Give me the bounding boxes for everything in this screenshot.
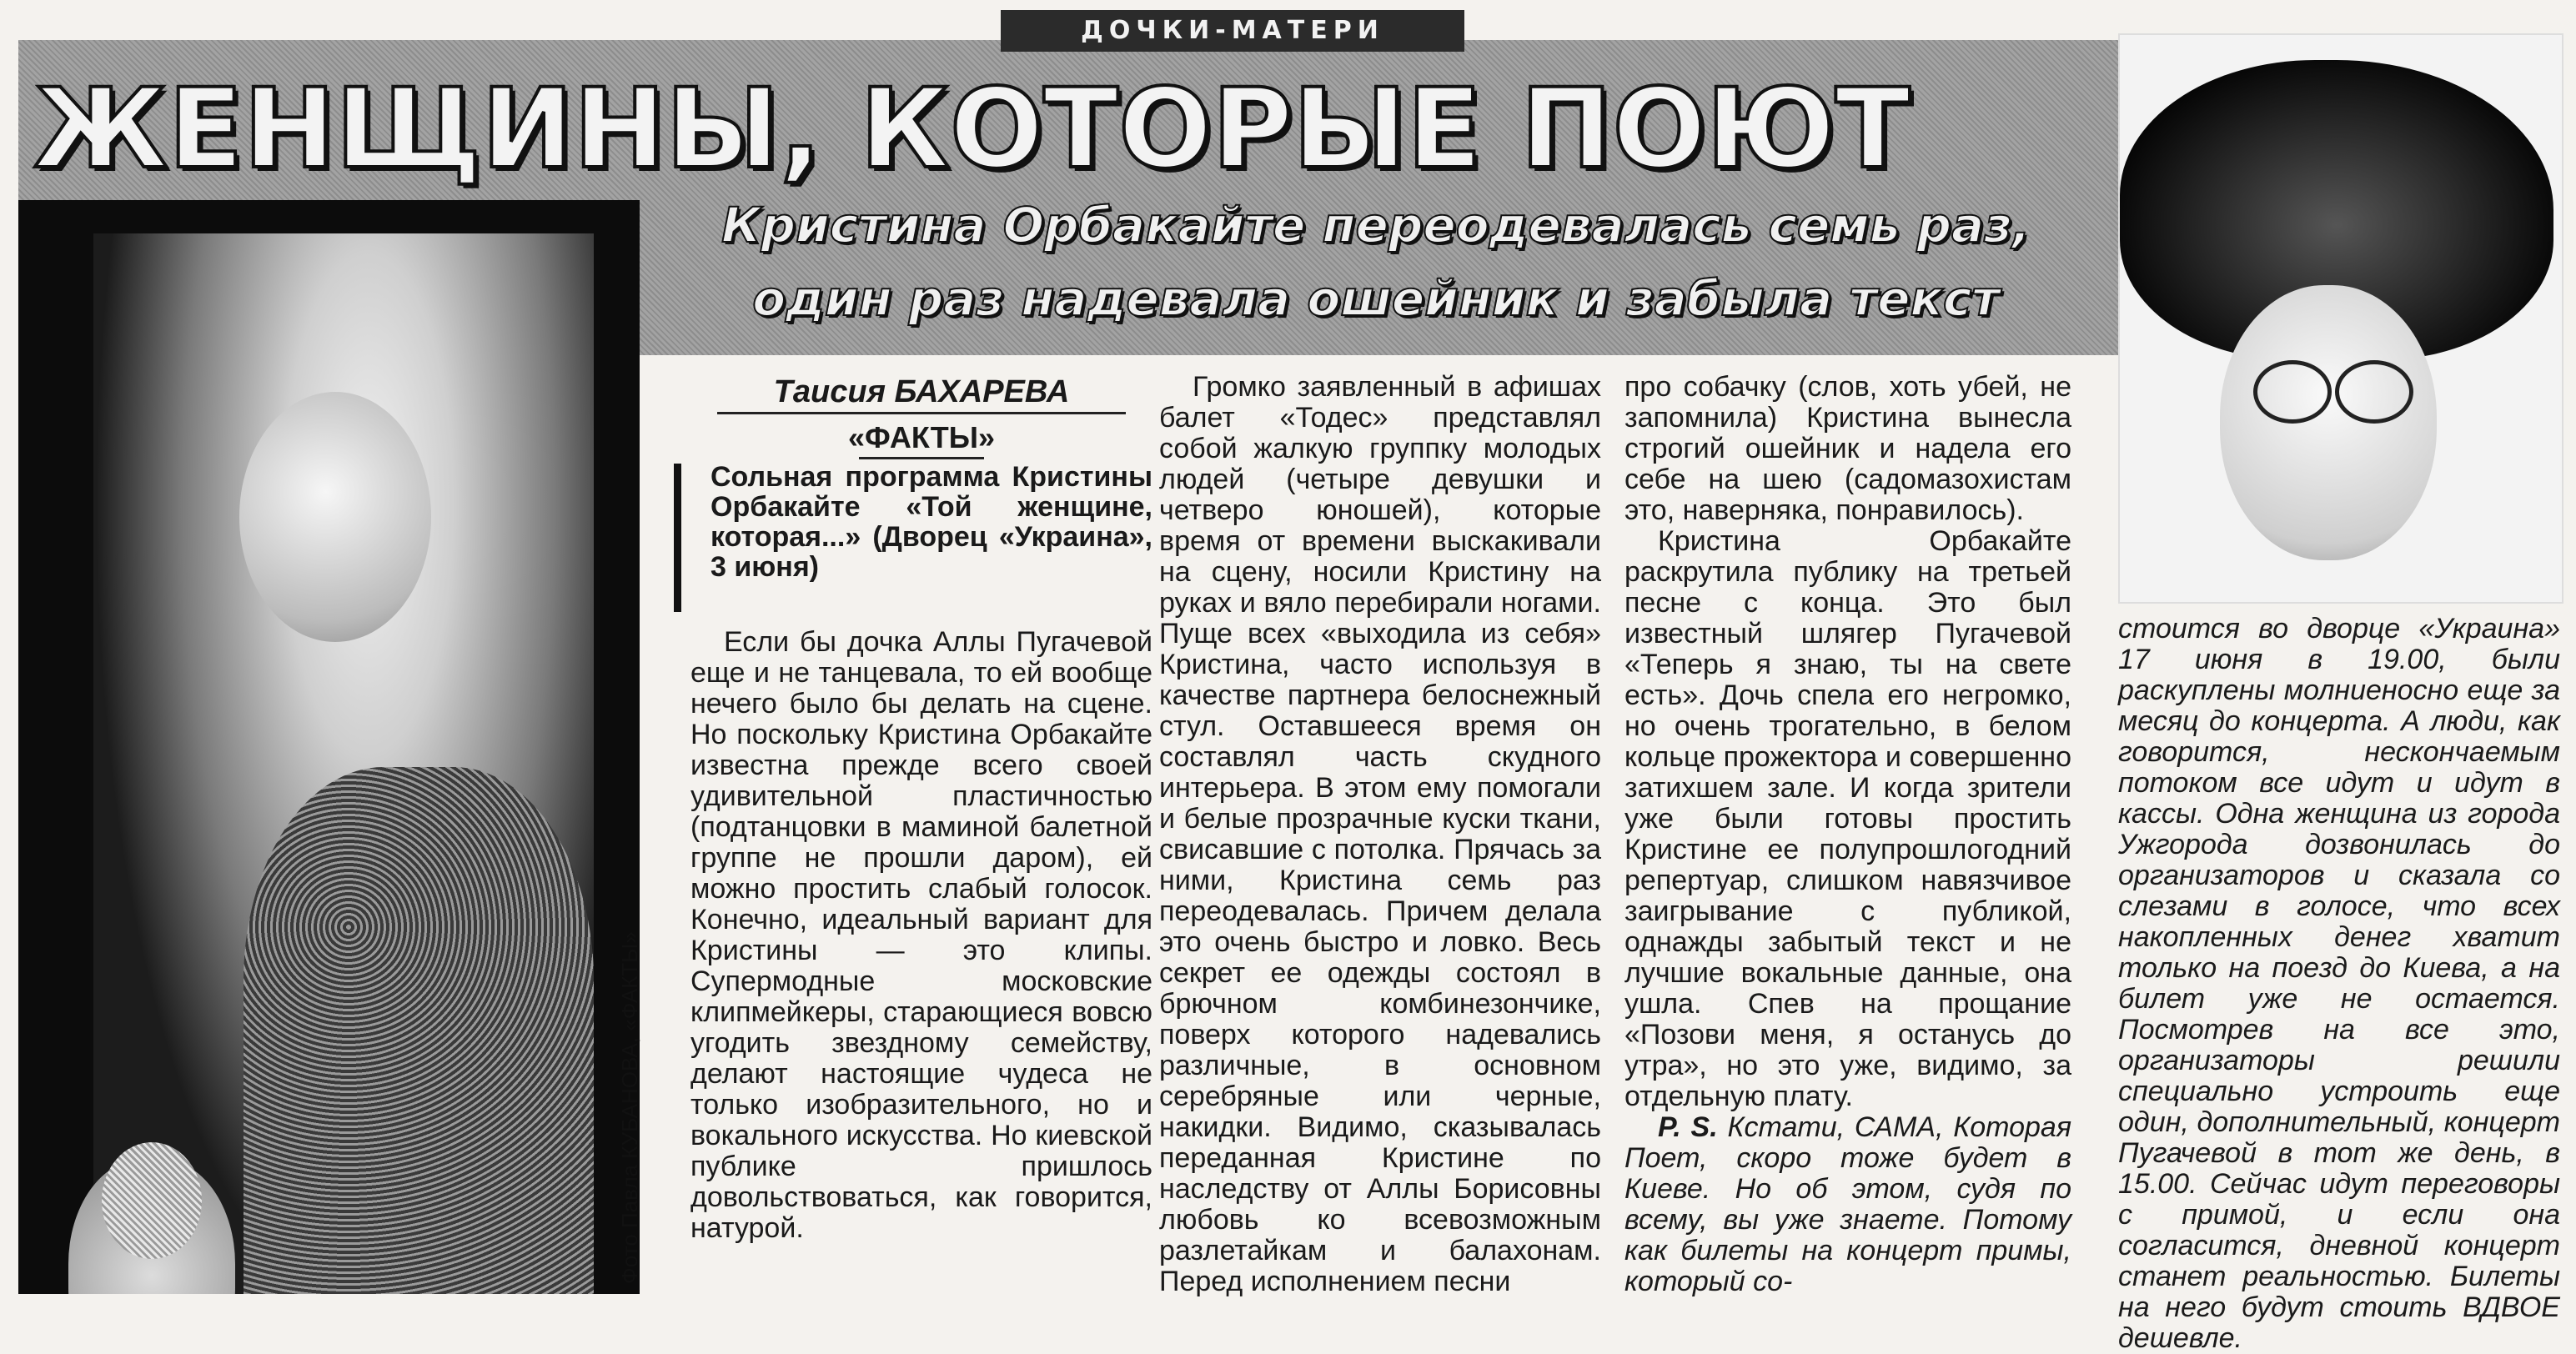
subhead-line-2: один раз надевала ошейник и забыла текст (752, 270, 2000, 327)
photo-sequin-jacket-shape (244, 767, 594, 1294)
column-2-paragraph: Громко заявленный в афишах балет «Тодес» представлял собой жалкую группку молодых людей (четыре девушки и четверо юношей), которые время от времени выскакивали на сцену, носили Кристину на руках и вяло перебирали ногами. Пуще всех «выходила из себя» Кристина, часто используя в качестве партнера белоснежный стул. Оставшееся время он составлял часть скудного интерьера. В этом ему помогали и белые прозрачные куски ткани, свисавшие с потолка. Прячась за ними, Кристина семь раз переодевалась. Причем делала это очень быстро и ловко. Весь секрет ее одежды состоял в брючном комбинезончике, поверх которого надевались различные, в основном серебряные или черные, накидки. Видимо, сказывалась переданная Кристине по наследству от Аллы Борисовны любовь ко всевозможным разлетайкам и балахонам. Перед исполнением песни (1159, 371, 1601, 1297)
photo-credit: Фото Павла КУБАНОВА, «ФАКТЫ» (617, 931, 642, 1284)
byline-author: Таисия БАХАРЕВА (773, 374, 1070, 409)
portrait-photo (2118, 33, 2563, 604)
article-column-4 (2118, 614, 2560, 1354)
article-column-2 (1159, 372, 1601, 1297)
postscript-text: Кстати, САМА, Которая Поет, скоро тоже будет в Киеве. Но об этом, судя по всему, вы уже знаете. Потому как билеты на концерт примы, который со- (1624, 1111, 2071, 1297)
column-3-paragraph-2: Кристина Орбакайте раскрутила публику на третьей песне с конца. Это был известный шлягер Пугачевой «Теперь я знаю, ты на свете есть». Дочь спела его негромко, но очень трогательно, в белом кольце прожектора и совершенно затихшем зале. И когда зрители уже были готовы простить Кристине ее полупрошлогодний репертуар, слишком навязчивое заигрывание с публикой, однажды забытый текст и не лучшие вокальные данные, она ушла. Спев на прощание «Позови меня, я останусь до утра», но это уже, видимо, за отдельную плату. (1624, 525, 2071, 1112)
article-lead: Сольная программа Кристины Орбакайте «Той женщине, которая...» (Дворец «Украина», 3 июня) (711, 461, 1152, 583)
microphone-icon (102, 1142, 202, 1259)
subheadline (642, 188, 2110, 335)
column-3-paragraph-1: про собачку (слов, хоть убей, не запомнила) Кристина вынесла строгий ошейник и надела его себе на шею (садомазохистам это, наверняка, понравилось). (1624, 371, 2071, 526)
byline-divider-short (859, 457, 984, 459)
glasses-left-lens (2253, 360, 2332, 424)
article-column-3 (1624, 372, 2071, 1297)
photo-face-shape (239, 392, 431, 642)
column-1-paragraph: Если бы дочка Аллы Пугачевой еще и не танцевала, то ей вообще нечего было бы делать на сцене. Но поскольку Кристина Орбакайте известна прежде всего своей удивительной пластичностью (подтанцовки в маминой балетной группе не прошли даром), ей можно простить слабый голосок. Конечно, идеальный вариант для Кристины — это клипы. Супермодные московские клипмейкеры, старающиеся вовсю угодить звездному семейству, делают настоящие чудеса не только изобразительного, но и вокального искусства. Но киевской публике пришлось довольствоваться, как говорится, натурой. (690, 626, 1152, 1244)
photo-portrait-face-shape (2220, 285, 2437, 560)
subhead-line-1: Кристина Орбакайте переодевалась семь раз, (721, 197, 2031, 253)
headline: ЖЕНЩИНЫ, КОТОРЫЕ ПОЮТ (33, 65, 1911, 193)
byline-publication: «ФАКТЫ» (848, 420, 995, 454)
singer-photo (18, 200, 640, 1294)
article-column-1 (690, 627, 1152, 1244)
byline-divider (717, 412, 1126, 414)
rubric-label: ДОЧКИ-МАТЕРИ (1001, 10, 1464, 52)
postscript-label: P. S. (1658, 1111, 1718, 1143)
glasses-right-lens (2335, 360, 2413, 424)
postscript-paragraph (1624, 1112, 2071, 1297)
column-4-paragraph: стоится во дворце «Украина» 17 июня в 19.00, были раскуплены молниеносно еще за месяц до концерта. А люди, как говорится, нескончаемым потоком все идут и идут в кассы. Одна женщина из города Ужгорода дозвонилась до организаторов и сказала со слезами в голосе, что всех накопленных денег хватит только на поезд до Киева, а на билет уже не остается. Посмотрев на все это, организаторы решили специально устроить еще один, дополнительный, концерт Пугачевой в тот же день, в 15.00. Сейчас идут переговоры с примой, и если она согласится, дневной концерт станет реальностью. Билеты на него будут стоить ВДВОЕ дешевле. (2118, 613, 2560, 1354)
lead-marker-bar (674, 464, 681, 612)
